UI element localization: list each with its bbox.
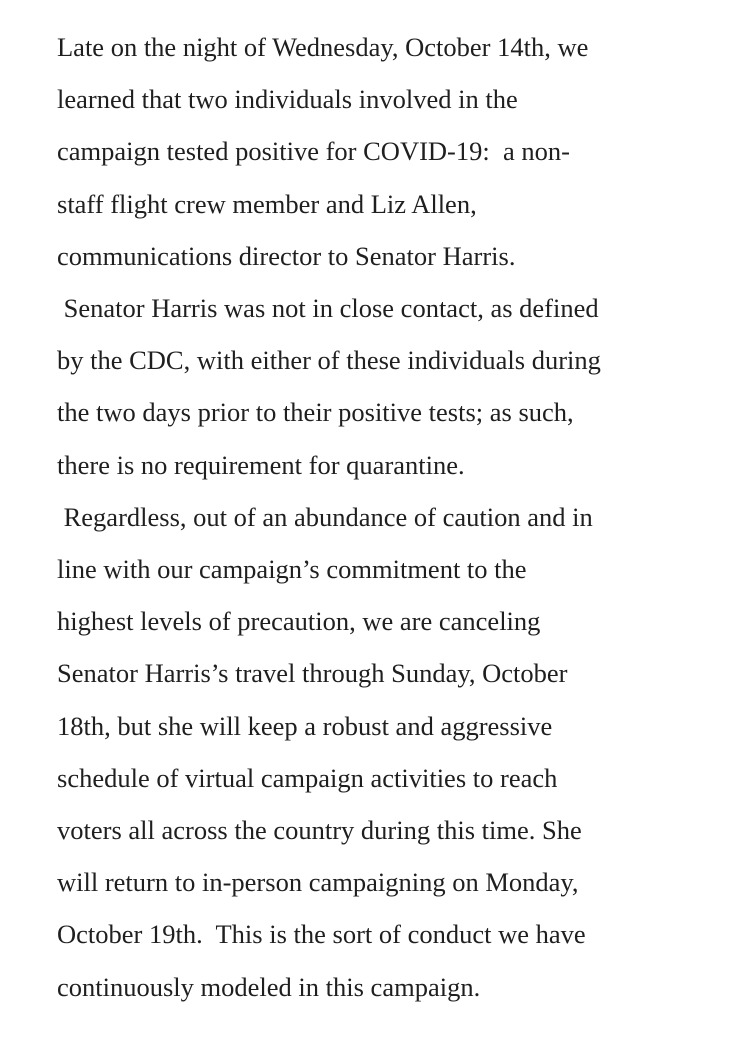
statement-line: highest levels of precaution, we are canceling [57,606,541,637]
statement-line: campaign tested positive for COVID-19: a non- [57,136,570,167]
statement-line: 18th, but she will keep a robust and aggressive [57,710,553,741]
statement-line: October 19th. This is the sort of conduct we have [57,919,586,950]
statement-line: schedule of virtual campaign activities to reach [57,762,558,793]
statement-line: staff flight crew member and Liz Allen, [57,188,477,219]
statement-line: continuously modeled in this campaign. [57,971,481,1002]
statement-line: will return to in-person campaigning on Monday, [57,867,579,898]
statement-line: Late on the night of Wednesday, October 14th, we [57,32,589,62]
statement-line: Regardless, out of an abundance of caution and in [57,501,593,532]
statement-line: communications director to Senator Harris. [57,240,516,271]
statement-line: by the CDC, with either of these individuals during [57,345,601,376]
statement-line: learned that two individuals involved in the [57,84,518,115]
statement-line: line with our campaign’s commitment to the [57,554,527,585]
statement-line: the two days prior to their positive tests; as such, [57,397,574,428]
statement-line: Senator Harris was not in close contact, as defined [57,293,599,324]
campaign-statement [57,21,747,1013]
statement-line: voters all across the country during this time. She [57,815,582,846]
statement-line: there is no requirement for quarantine. [57,449,465,480]
statement-line: Senator Harris’s travel through Sunday, October [57,658,568,689]
